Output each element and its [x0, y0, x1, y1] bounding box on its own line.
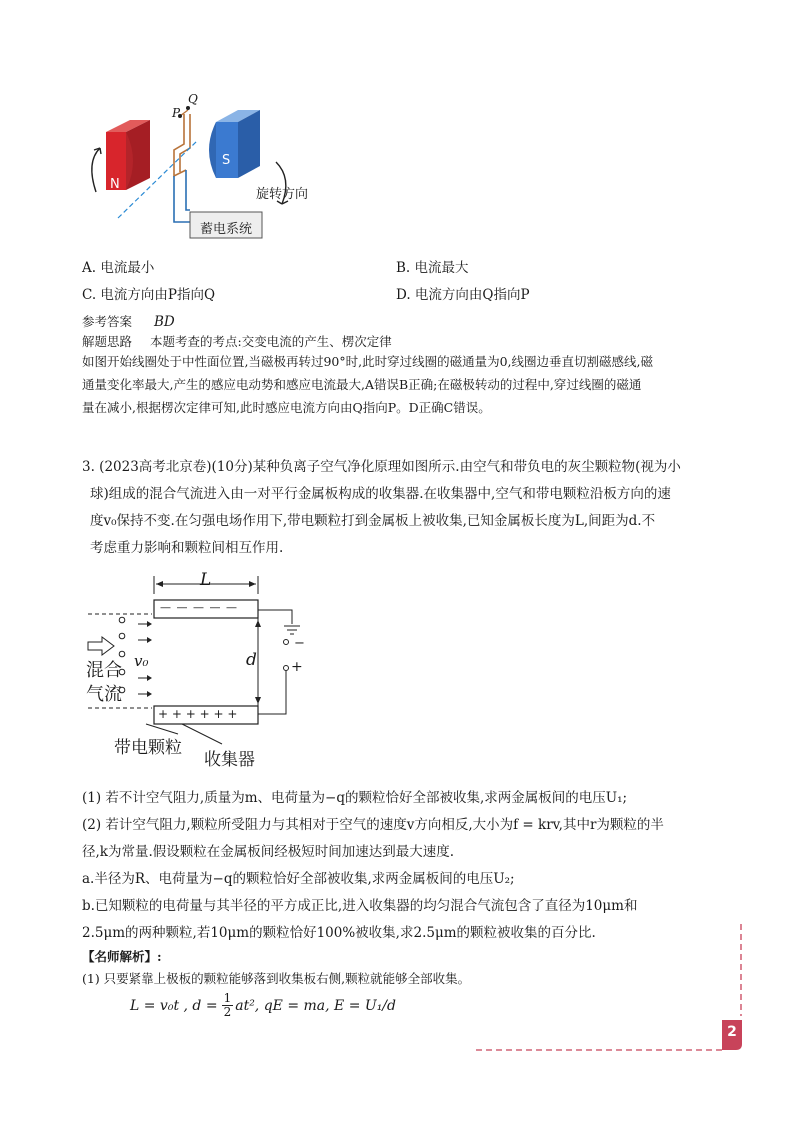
thinking-text: 本题考查的考点:交变电流的产生、楞次定律 — [150, 334, 392, 349]
q3-part-b-line-2: 2.5μm的两种颗粒,若10μm的颗粒恰好100%被收集,求2.5μm的颗粒被收集的百分比. — [82, 925, 596, 941]
q3-stem-line-4: 考虑重力影响和颗粒间相互作用. — [90, 540, 284, 556]
length-label: L — [200, 570, 212, 590]
option-c: C. 电流方向由P指向Q — [82, 287, 216, 303]
page-corner-frame — [470, 920, 750, 1060]
q3-stem-line-1: 3. (2023高考北京卷)(10分)某种负离子空气净化原理如图所示.由空气和带负电的灰尘颗粒物(视为小 — [82, 459, 681, 475]
thinking-row — [82, 333, 392, 351]
fraction-denominator: 2 — [223, 1005, 232, 1019]
magnet-s-label: S — [222, 153, 231, 168]
analysis-line-3: 量在减小,根据楞次定律可知,此时感应电流方向由Q指向P。D正确C错误。 — [82, 400, 491, 415]
particles-label: 带电颗粒 — [114, 738, 182, 758]
answer-label: 参考答案 — [82, 314, 133, 329]
q3-part-2-line-1: (2) 若计空气阻力,颗粒所受阻力与其相对于空气的速度v方向相反,大小为f = krv,其中r为颗粒的半 — [82, 817, 664, 833]
q3-stem-line-2: 球)组成的混合气流进入由一对平行金属板构成的收集器.在收集器中,空气和带电颗粒沿板方向的速 — [90, 486, 671, 502]
q3-part-a: a.半径为R、电荷量为−q的颗粒恰好全部被收集,求两金属板间的电压U₂; — [82, 871, 515, 887]
thinking-label: 解题思路 — [82, 334, 133, 349]
point-q-label: Q — [188, 92, 198, 106]
q3-part-2-line-2: 径,k为常量.假设颗粒在金属板间经极短时间加速达到最大速度. — [82, 844, 455, 860]
gap-label: d — [246, 650, 257, 670]
option-b: B. 电流最大 — [396, 260, 469, 276]
teacher-analysis-label: 【名师解析】: — [82, 949, 162, 964]
equation-part-b: at², qE = ma, E = U₁/d — [235, 997, 396, 1014]
point-p-label: P — [172, 106, 181, 120]
mixed-flow-label-2: 气流 — [86, 684, 122, 705]
minus-terminal: − — [294, 636, 305, 651]
analysis-line-1: 如图开始线圈处于中性面位置,当磁极再转过90°时,此时穿过线圈的磁通量为0,线圈边垂直切割磁感线,磁 — [82, 354, 654, 369]
option-d: D. 电流方向由Q指向P — [396, 287, 530, 303]
answer-value: BD — [154, 314, 175, 330]
magnet-n-label: N — [110, 177, 120, 192]
rotation-direction-label: 旋转方向 — [256, 187, 309, 202]
equation-part-a: L = v₀t , d = — [130, 997, 218, 1014]
page-number: 2 — [727, 1024, 737, 1040]
storage-system-label: 蓄电系统 — [200, 222, 253, 237]
fraction-numerator: 1 — [223, 991, 232, 1005]
velocity-label: v₀ — [134, 652, 149, 670]
solution-line-1: (1) 只要紧靠上极板的颗粒能够落到收集板右侧,颗粒就能够全部收集。 — [82, 971, 471, 986]
analysis-line-2: 通量变化率最大,产生的感应电动势和感应电流最大,A错误B正确;在磁极转动的过程中,穿过线圈的磁通 — [82, 377, 642, 392]
answer-row — [82, 313, 175, 331]
bottom-plate-charges: + + + + + + — [158, 707, 238, 721]
option-a: A. 电流最小 — [82, 260, 155, 276]
equation-fraction — [222, 992, 234, 1019]
q3-part-1: (1) 若不计空气阻力,质量为m、电荷量为−q的颗粒恰好全部被收集,求两金属板间的电压U₁; — [82, 790, 628, 806]
plus-terminal: + — [291, 659, 303, 675]
q3-stem-line-3: 度v₀保持不变.在匀强电场作用下,带电颗粒打到金属板上被收集,已知金属板长度为L,间距为d.不 — [90, 513, 656, 529]
equation-row — [130, 992, 396, 1019]
top-plate-charges: — — — — — — [160, 601, 238, 614]
collector-label: 收集器 — [204, 750, 255, 770]
q3-part-b-line-1: b.已知颗粒的电荷量与其半径的平方成正比,进入收集器的均匀混合气流包含了直径为10μm和 — [82, 898, 638, 914]
mixed-flow-label-1: 混合 — [86, 660, 122, 681]
